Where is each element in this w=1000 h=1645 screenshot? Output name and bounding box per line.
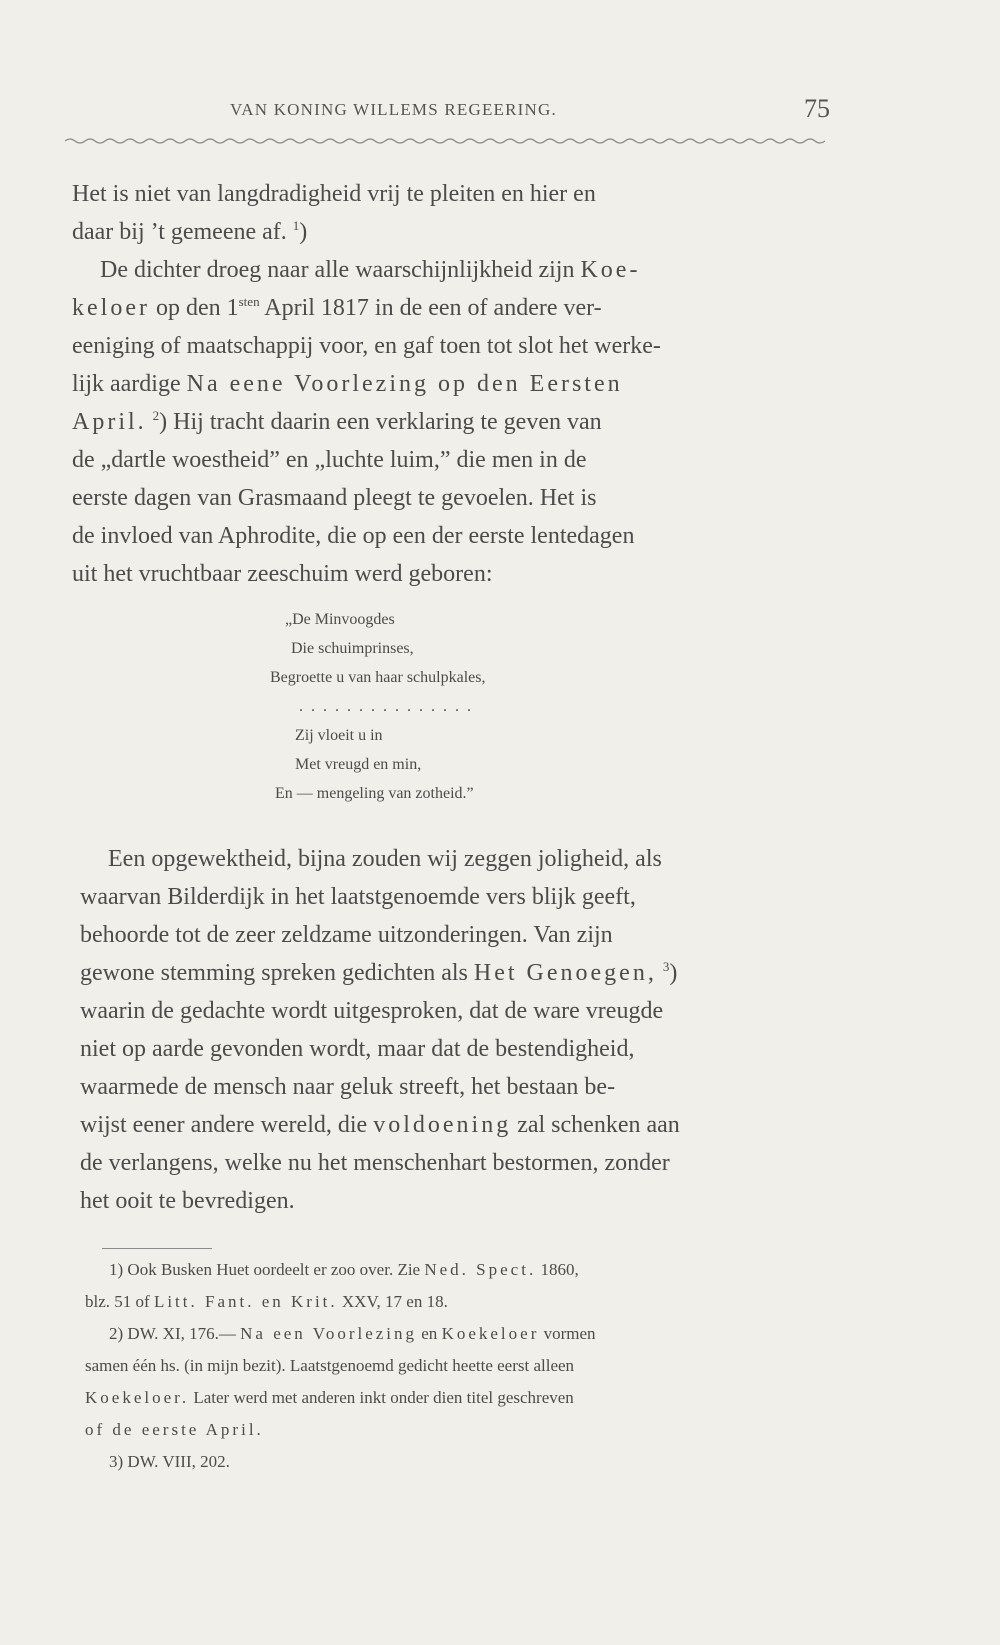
- footnote-ref: 1: [292, 218, 300, 233]
- footnotes: [85, 1254, 839, 1478]
- poem-line: „De Minvoogdes: [285, 611, 395, 628]
- footnote-separator: [102, 1248, 212, 1249]
- text-line: daar bij ’t gemeene af. $^1$): [72, 218, 308, 245]
- poem-line: Zij vloeit u in: [295, 727, 383, 744]
- text-line: de invloed van Aphrodite, die op een der eerste lentedagen: [72, 523, 635, 549]
- text-line: de „dartle woestheid” en „luchte luim,” die men in de: [72, 447, 587, 473]
- running-title: VAN KONING WILLEMS REGEERING.: [230, 100, 557, 119]
- text-line: behoorde tot de zeer zeldzame uitzonderingen. Van zijn: [80, 922, 613, 948]
- text-line: keloer op den $1^{sten}$ April 1817 in de een of andere ver-: [72, 294, 602, 321]
- text-line: April. $^2$) Hij tracht daarin een verklaring te geven van: [72, 408, 602, 435]
- poem-line: Met vreugd en min,: [295, 756, 422, 773]
- page-number: 75: [804, 94, 830, 123]
- poem-ellipsis: ...............: [299, 698, 479, 715]
- poem-line: Begroette u van haar schulpkales,: [270, 669, 486, 686]
- footnote-2-cont: Koekeloer. Later werd met anderen inkt onder dien titel geschreven: [85, 1388, 574, 1407]
- main-paragraph-1: [72, 175, 826, 593]
- footnote-3: 3) DW. VIII, 202.: [109, 1452, 230, 1471]
- text-line: eerste dagen van Grasmaand pleegt te gevoelen. Het is: [72, 485, 597, 511]
- text-line: gewone stemming spreken gedichten als Het Genoegen, $^3$): [80, 959, 678, 986]
- text-line: De dichter droeg naar alle waarschijnlijkheid zijn Koe-: [100, 257, 641, 283]
- text-line: uit het vruchtbaar zeeschuim werd geboren:: [72, 561, 493, 587]
- poem-quote: [270, 605, 486, 808]
- text-line: wijst eener andere wereld, die voldoening zal schenken aan: [80, 1112, 680, 1138]
- text-line: waarvan Bilderdijk in het laatstgenoemde vers blijk geeft,: [80, 884, 636, 910]
- text-line: waarmede de mensch naar geluk streeft, het bestaan be-: [80, 1074, 616, 1100]
- text-line: de verlangens, welke nu het menschenhart bestormen, zonder: [80, 1150, 670, 1176]
- page-header: [230, 94, 830, 130]
- text-line: eeniging of maatschappij voor, en gaf toen tot slot het werke-: [72, 333, 661, 359]
- footnote-1-cont: blz. 51 of Litt. Fant. en Krit. XXV, 17 en 18.: [85, 1292, 448, 1311]
- main-paragraph-2: [80, 840, 834, 1220]
- text-line: niet op aarde gevonden wordt, maar dat de bestendigheid,: [80, 1036, 635, 1062]
- footnote-2-cont: samen één hs. (in mijn bezit). Laatstgenoemd gedicht heette eerst alleen: [85, 1356, 575, 1375]
- poem-line: En — mengeling van zotheid.”: [275, 785, 474, 802]
- text-line: Het is niet van langdradigheid vrij te pleiten en hier en: [72, 181, 596, 207]
- text-line: waarin de gedachte wordt uitgesproken, dat de ware vreugde: [80, 998, 664, 1024]
- header-ornament-rule: [65, 136, 825, 146]
- poem-line: Die schuimprinses,: [291, 640, 414, 657]
- text-line: Een opgewektheid, bijna zouden wij zeggen joligheid, als: [108, 846, 662, 872]
- text-line: lijk aardige Na eene Voorlezing op den Eersten: [72, 371, 623, 397]
- text-line: het ooit te bevredigen.: [80, 1188, 295, 1214]
- footnote-1: 1) Ook Busken Huet oordeelt er zoo over. Zie Ned. Spect. 1860,: [109, 1260, 579, 1279]
- footnote-ref: 2: [152, 408, 160, 423]
- footnote-ref: 3: [662, 959, 670, 974]
- footnote-2: 2) DW. XI, 176.— Na een Voorlezing en Koekeloer vormen: [109, 1324, 596, 1343]
- footnote-2-cont: of de eerste April.: [85, 1420, 264, 1439]
